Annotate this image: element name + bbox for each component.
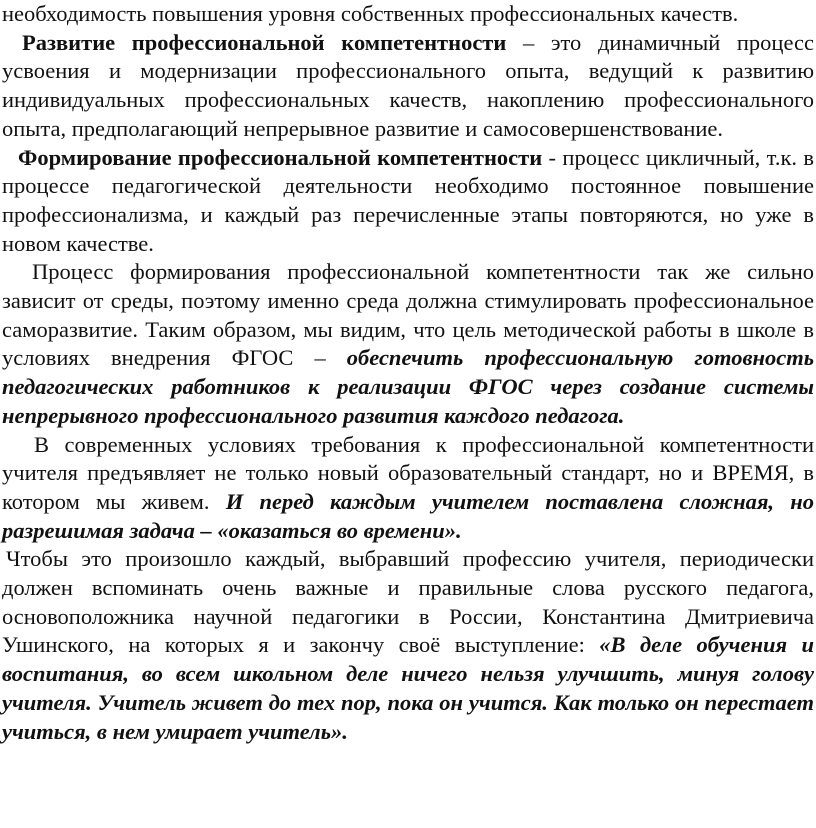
- paragraph-text: - процесс цикличный, т.к. в процессе педагогической деятельности необходимо постоянное повышение профессионализма, и каждый раз перечисленные этапы повторяются, но уже в новом качестве.: [2, 144, 814, 256]
- paragraph-ushinsky-quote: [2, 545, 814, 746]
- paragraph-formation-definition: [2, 144, 814, 259]
- paragraph-text: необходимость повышения уровня собственных профессиональных качеств.: [2, 1, 739, 26]
- term-development: Развитие профессиональной компетентности: [22, 29, 507, 55]
- emphasis-quote: «В деле обучения и воспитания, во всем школьном деле ничего нельзя улучшить, минуя голову учителя. Учитель живет до тех пор, пока он учится. Как только он перестает учиться, в нем умирает учитель».: [2, 632, 814, 744]
- emphasis-task: И перед каждым учителем поставлена сложная, но разрешимая задача – «оказаться во времени».: [2, 488, 814, 543]
- paragraph-text: В современных условиях требования к профессиональной компетентности учителя предъявляет не только новый образовательный стандарт, но и ВРЕМЯ, в котором мы живем.: [2, 431, 814, 514]
- term-formation: Формирование профессиональной компетентности: [18, 144, 543, 170]
- paragraph-text: Чтобы это произошло каждый, выбравший профессию учителя, периодически должен вспоминать очень важные и правильные слова русского педагога, основоположника научной педагогики в России, Константина Дмитриевича Ушинского, на которых я и закончу своё выступление:: [2, 546, 814, 658]
- paragraph-environment: [2, 258, 814, 430]
- paragraph-text: – это динамичный процесс усвоения и модернизации профессионального опыта, ведущий к развитию индивидуальных профессиональных качеств, накоплению профессионального опыта, предполагающий непрерывное развитие и самосовершенствование.: [2, 29, 814, 141]
- paragraph-intro-continuation: [2, 0, 814, 29]
- document-body: [2, 0, 814, 746]
- paragraph-development-definition: [2, 29, 814, 144]
- emphasis-goal: обеспечить профессиональную готовность педагогических работников к реализации ФГОС через создание системы непрерывного профессионального развития каждого педагога.: [2, 345, 815, 428]
- paragraph-text: Процесс формирования профессиональной компетентности так же сильно зависит от среды, поэтому именно среда должна стимулировать профессиональное саморазвитие. Таким образом, мы видим, что цель методической работы в школе в условиях внедрения ФГОС –: [2, 259, 814, 371]
- paragraph-modern-conditions: [2, 431, 814, 546]
